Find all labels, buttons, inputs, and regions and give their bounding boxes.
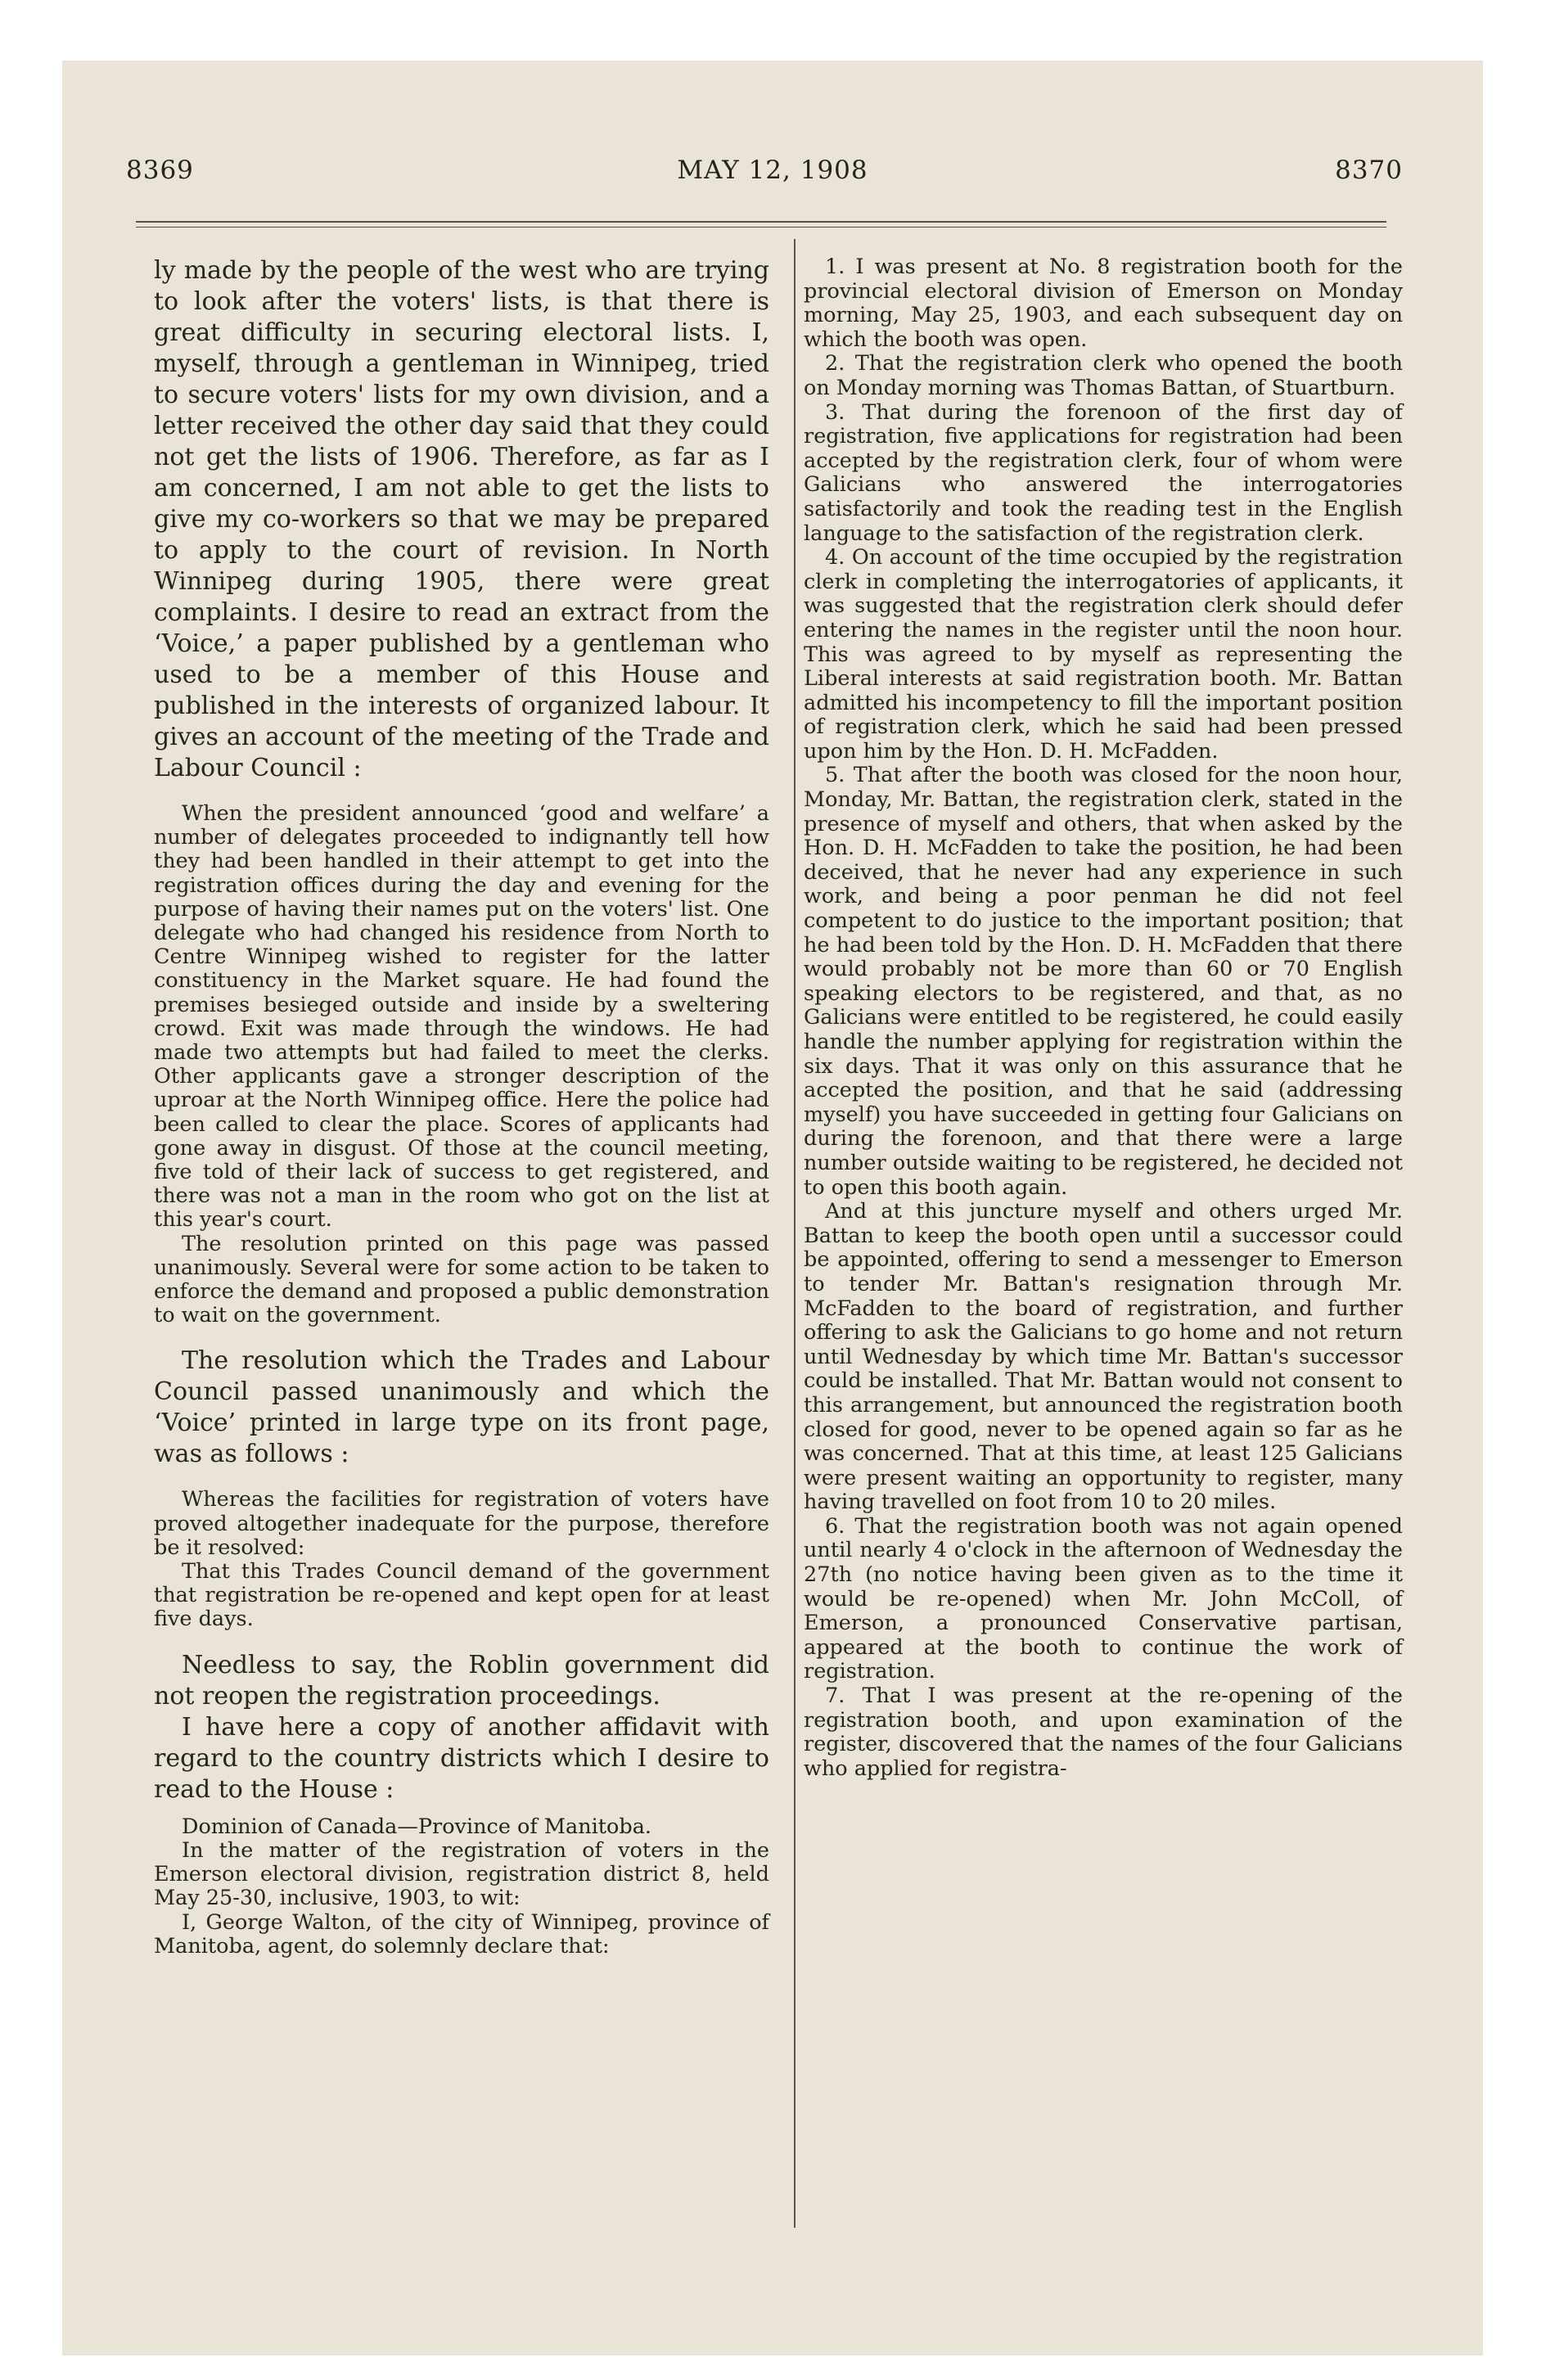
- speech-paragraph: Needless to say, the Roblin government did not reopen the registration proceedings.: [154, 1650, 769, 1711]
- column-divider: [794, 239, 796, 2228]
- speech-paragraph: I have here a copy of another affidavit with regard to the country districts which I desire to read to the House :: [154, 1712, 769, 1804]
- affidavit-clause: 6. That the registration booth was not again opened until nearly 4 o'clock in the afternoon of Wednesday the 27th (no notice having been given as to the time it would be re-opened) when Mr. John McColl, of Emerson, a pronounced Conservative partisan, appeared at the booth to continue the work of registration.: [804, 1513, 1403, 1684]
- affidavit-clause: 5. That after the booth was closed for the noon hour, Monday, Mr. Battan, the registration clerk, stated in the presence of myself and others, that when asked by the Hon. D. H. McFadden to take the position, he had been deceived, that he never had any experience in such work, and being a poor penman he did not feel competent to do justice to the important position; that he had been told by the Hon. D. H. McFadden that there would probably not be more than 60 or 70 English speaking electors to be registered, and that, as no Galicians were entitled to be registered, he could easily handle the number applying for registration within the six days. That it was only on this assurance that he accepted the position, and that he said (addressing myself) you have succeeded in getting four Galicians on during the forenoon, and that there were a large number outside waiting to be registered, he decided not to open this booth again.: [804, 763, 1403, 1200]
- affidavit-clause: 4. On account of the time occupied by the registration clerk in completing the interrogatories of applicants, it was suggested that the registration clerk should defer entering the names in the register until the noon hour. This was agreed to by myself as representing the Liberal interests at said registration booth. Mr. Battan admitted his incompetency to fill the important position of registration clerk, which he said had been pressed upon him by the Hon. D. H. McFadden.: [804, 545, 1403, 764]
- speech-paragraph: ly made by the people of the west who are trying to look after the voters' lists, is that there is great difficulty in securing electoral lists. I, myself, through a gentleman in Winnipeg, tried to secure voters' lists for my own division, and a letter received the other day said that they could not get the lists of 1906. Therefore, as far as I am concerned, I am not able to get the lists to give my co-workers so that we may be prepared to apply to the court of revision. In North Winnipeg during 1905, there were great complaints. I desire to read an extract from the ‘Voice,’ a paper published by a gentleman who used to be a member of this House and published in the interests of organized labour. It gives an account of the meeting of the Trade and Labour Council :: [154, 256, 769, 782]
- affidavit-clause: 2. That the registration clerk who opened the booth on Monday morning was Thomas Battan, of Stuartburn.: [804, 351, 1403, 400]
- speech-paragraph: The resolution which the Trades and Labour Council passed unanimously and which the ‘Voice’ printed in large type on its front page, was as follows :: [154, 1346, 769, 1469]
- affidavit-clause: 7. That I was present at the re-opening of the registration booth, and upon examination of the register, discovered that the names of the four Galicians who applied for registra-: [804, 1684, 1403, 1781]
- affidavit-heading: Dominion of Canada—Province of Manitoba.: [182, 1814, 652, 1839]
- page-header: [62, 156, 1483, 205]
- quoted-paragraph: The resolution printed on this page was passed unanimously. Several were for some action to be taken to enforce the demand and proposed a public demonstration to wait on the government.: [154, 1231, 769, 1328]
- affidavit-paragraph: In the matter of the registration of voters in the Emerson electoral division, registration district 8, held May 25-30, inclusive, 1903, to wit:: [154, 1837, 769, 1911]
- quoted-resolution: Whereas the facilities for registration of voters have proved altogether inadequate for the purpose, therefore be it resolved:: [154, 1487, 769, 1560]
- page-scan: [62, 61, 1483, 2355]
- right-column: [804, 255, 1403, 1781]
- affidavit-clause: 1. I was present at No. 8 registration booth for the provincial electoral division of Emerson on Monday morning, May 25, 1903, and each subsequent day on which the booth was open.: [804, 255, 1403, 352]
- page-number-left: 8369: [126, 156, 194, 185]
- header-rule-thin: [136, 227, 1386, 228]
- page-date: MAY 12, 1908: [677, 156, 868, 185]
- header-rule-thick: [136, 221, 1386, 223]
- affidavit-paragraph: I, George Walton, of the city of Winnipeg, province of Manitoba, agent, do solemnly declare that:: [154, 1909, 769, 1959]
- page-number-right: 8370: [1335, 156, 1403, 185]
- quoted-paragraph: When the president announced ‘good and welfare’ a number of delegates proceeded to indignantly tell how they had been handled in their attempt to get into the registration offices during the day and evening for the purpose of having their names put on the voters' list. One delegate who had changed his residence from North to Centre Winnipeg wished to register for the latter constituency in the Market square. He had found the premises besieged outside and inside by a sweltering crowd. Exit was made through the windows. He had made two attempts but had failed to meet the clerks. Other applicants gave a stronger description of the uproar at the North Winnipeg office. Here the police had been called to clear the place. Scores of applicants had gone away in disgust. Of those at the council meeting, five told of their lack of success to get registered, and there was not a man in the room who got on the list at this year's court.: [154, 801, 769, 1233]
- affidavit-clause: And at this juncture myself and others urged Mr. Battan to keep the booth open until a successor could be appointed, offering to send a messenger to Emerson to tender Mr. Battan's resignation through Mr. McFadden to the board of registration, and further offering to ask the Galicians to go home and not return until Wednesday by which time Mr. Battan's successor could be installed. That Mr. Battan would not consent to this arrangement, but announced the registration booth closed for good, never to be opened again so far as he was concerned. That at this time, at least 125 Galicians were present waiting an opportunity to register, many having travelled on foot from 10 to 20 miles.: [804, 1199, 1403, 1515]
- left-column: [154, 255, 769, 1959]
- quoted-resolution: That this Trades Council demand of the government that registration be re-opened and kept open for at least five days.: [154, 1559, 769, 1632]
- affidavit-clause: 3. That during the forenoon of the first day of registration, five applications for registration had been accepted by the registration clerk, four of whom were Galicians who answered the interrogatories satisfactorily and took the reading test in the English language to the satisfaction of the registration clerk.: [804, 399, 1403, 546]
